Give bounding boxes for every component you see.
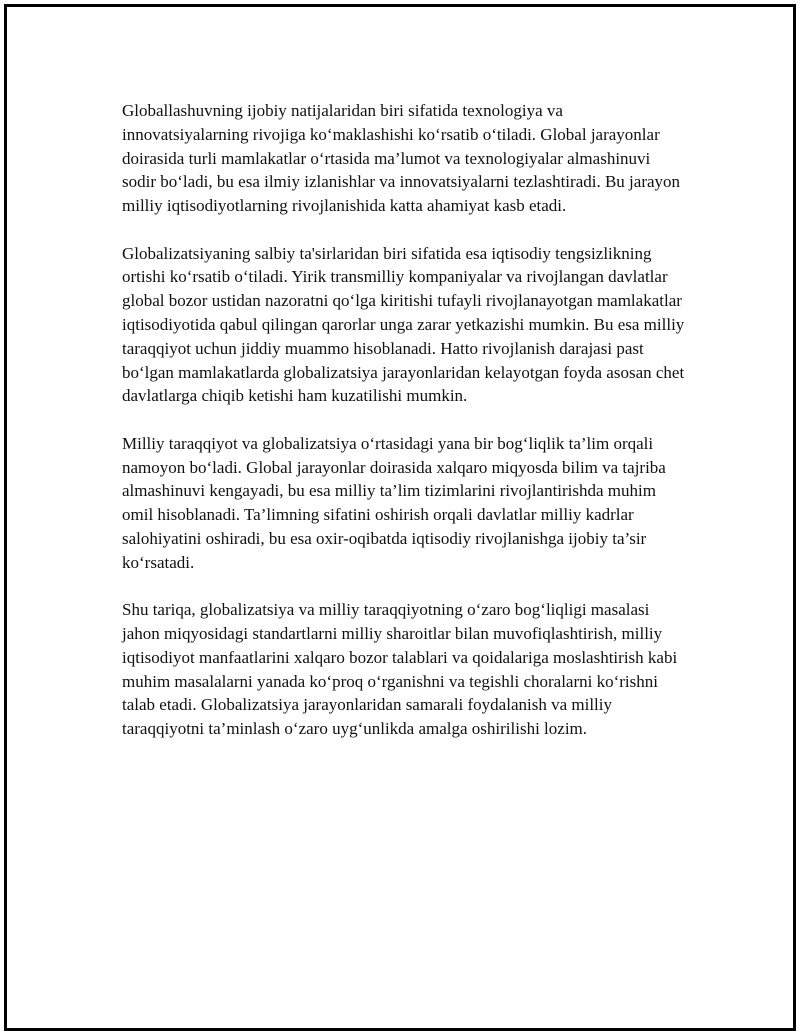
page-frame <box>4 4 796 1031</box>
paragraph-1: Globallashuvning ijobiy natijalaridan biri sifatida texnologiya va innovatsiyalarning rivojiga ko‘maklashishi ko‘rsatib o‘tiladi. Global jarayonlar doirasida turli mamlakatlar o‘rtasida ma’lumot va texnologiyalar almashinuvi sodir bo‘ladi, bu esa ilmiy izlanishlar va innovatsiyalarni tezlashtiradi. Bu jarayon milliy iqtisodiyotlarning rivojlanishida katta ahamiyat kasb etadi. <box>122 101 681 216</box>
document-body <box>122 99 687 765</box>
paragraph-3: Milliy taraqqiyot va globalizatsiya o‘rtasidagi yana bir bog‘liqlik ta’lim orqali namoyon bo‘ladi. Global jarayonlar doirasida xalqaro miqyosda bilim va tajriba almashinuvi kengayadi, bu esa milliy ta’lim tizimlarini rivojlantirishda muhim omil hisoblanadi. Ta’limning sifatini oshirish orqali davlatlar milliy kadrlar salohiyatini oshiradi, bu esa oxir-oqibatda iqtisodiy rivojlanishga ijobiy ta’sir ko‘rsatadi. <box>122 433 666 572</box>
paragraph-2: Globalizatsiyaning salbiy ta'sirlaridan biri sifatida esa iqtisodiy tengsizlikning ortishi ko‘rsatib o‘tiladi. Yirik transmilliy kompaniyalar va rivojlangan davlatlar global bozor ustidan nazoratni qo‘lga kiritishi tufayli rivojlanayotgan mamlakatlar iqtisodiyotida qabul qilingan qarorlar unga zarar yetkazishi mumkin. Bu esa milliy taraqqiyot uchun jiddiy muammo hisoblanadi. Hatto rivojlanish darajasi past bo‘lgan mamlakatlarda globalizatsiya jarayonlaridan kelayotgan foyda asosan chet davlatlarga chiqib ketishi ham kuzatilishi mumkin. <box>122 243 685 406</box>
paragraph-4: Shu tariqa, globalizatsiya va milliy taraqqiyotning o‘zaro bog‘liqligi masalasi jahon miqyosidagi standartlarni milliy sharoitlar bilan muvofiqlashtirish, milliy iqtisodiyot manfaatlarini xalqaro bozor talablari va qoidalariga moslashtirish kabi muhim masalalarni yanada ko‘proq o‘rganishni va tegishli choralarni ko‘rishni talab etadi. Globalizatsiya jarayonlaridan samarali foydalanish va milliy taraqqiyotni ta’minlash o‘zaro uyg‘unlikda amalga oshirilishi lozim. <box>122 600 678 739</box>
